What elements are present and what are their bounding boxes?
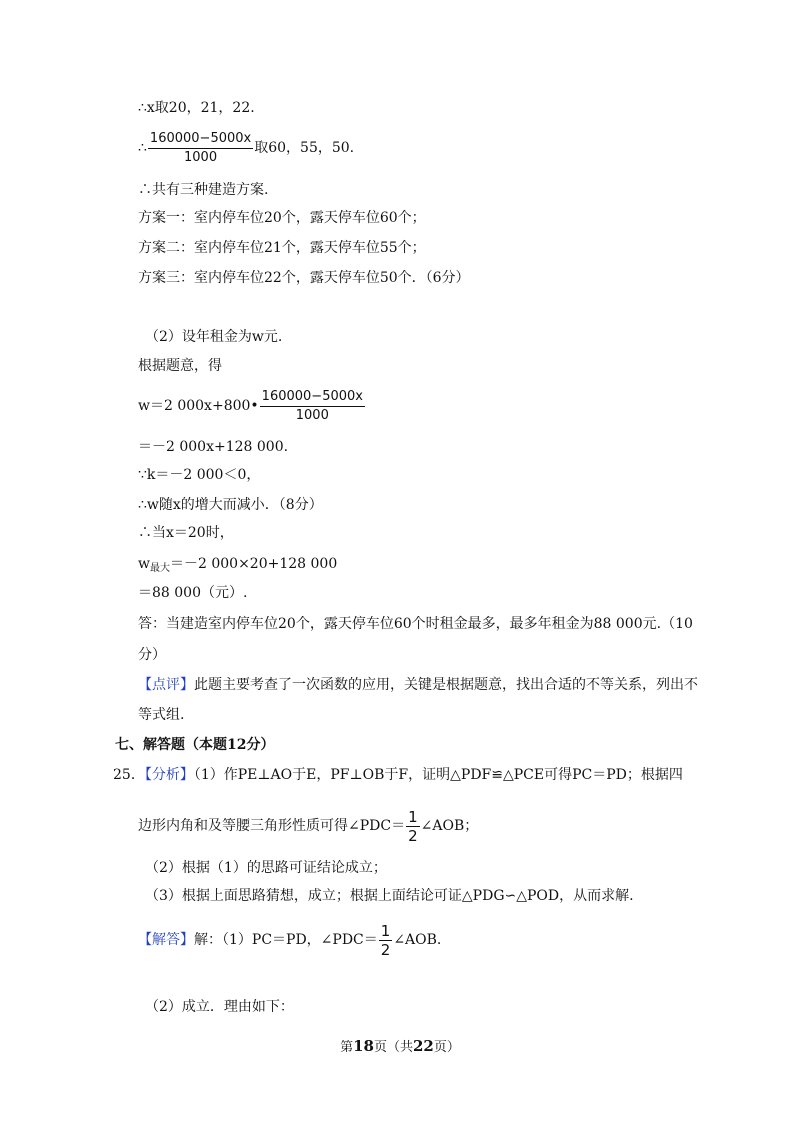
solution-tag: 【解答】: [138, 932, 194, 948]
text-line: 方案一：室内停车位20个，露天停车位60个；: [138, 210, 426, 226]
text-segment: w＝2 000x+800•: [138, 398, 259, 414]
text-segment: ＝－2 000×20+128 000: [169, 556, 338, 572]
text-line: ∵k＝－2 000＜0，: [138, 467, 261, 483]
fraction-numerator: 160000−5000x: [148, 130, 253, 149]
analysis-line: [113, 765, 683, 785]
text-line: ＝88 000（元）.: [138, 585, 248, 601]
fraction-line: [138, 128, 354, 168]
comment-tag: 【点评】: [138, 677, 194, 693]
page-footer: [0, 1036, 800, 1055]
comment-line: [138, 675, 698, 695]
footer-text: 第: [340, 1040, 354, 1055]
text-line: ∴w随x的增大而减小．（8分）: [138, 497, 323, 513]
text-segment: ∠AOB；: [420, 818, 479, 834]
text-line: 方案二：室内停车位21个，露天停车位55个；: [138, 240, 426, 256]
text-line: ∴共有三种建造方案.: [138, 182, 269, 198]
analysis-tag: 【分析】: [144, 767, 194, 783]
question-number: 25．: [113, 767, 145, 783]
text-line: 等式组.: [138, 707, 185, 723]
fraction-denominator: 2: [380, 940, 391, 959]
text-segment: 解：（1）PC＝PD，∠PDC＝: [194, 932, 378, 948]
solution-line: [138, 920, 441, 960]
text-line: （2）设年租金为w元.: [145, 329, 283, 345]
fraction-numerator: 160000−5000x: [260, 388, 365, 407]
page-total: 22: [413, 1037, 434, 1055]
fraction: [260, 388, 365, 425]
fraction-numerator: 1: [380, 921, 391, 940]
text-segment: （1）作PE⊥AO于E，PF⊥OB于F，证明△PDF≌△PCE可得PC＝PD；根据四: [193, 767, 683, 783]
fraction: [406, 808, 420, 845]
fraction-denominator: 1000: [184, 149, 218, 165]
text-line: 分）: [138, 647, 166, 663]
fraction: [148, 130, 253, 167]
text-line: ∴当x＝20时，: [138, 525, 234, 541]
fraction-numerator: 1: [408, 807, 418, 826]
footer-text: 页（共: [373, 1040, 413, 1055]
fraction-denominator: 1000: [295, 407, 329, 423]
footer-text: 页）: [433, 1040, 460, 1055]
text-line: （3）根据上面思路猜想，成立；根据上面结论可证△PDG∽△POD，从而求解.: [145, 888, 634, 904]
section-heading: 七、解答题（本题12分）: [115, 737, 275, 753]
text-segment: 取60，55，50.: [254, 140, 355, 156]
text-line: ＝－2 000x+128 000.: [138, 439, 289, 455]
text-line: 答：当建造室内停车位20个，露天停车位60个时租金最多，最多年租金为88 000元.（10: [138, 616, 693, 632]
text-segment: 此题主要考查了一次函数的应用，关键是根据题意，找出合适的不等关系，列出不: [194, 677, 698, 693]
fraction-line: [138, 386, 366, 426]
page-number: 18: [353, 1037, 374, 1055]
text-line: （2）根据（1）的思路可证结论成立；: [145, 860, 387, 876]
text-line: 根据题意，得: [138, 358, 222, 374]
text-line: ∴x取20，21，22.: [138, 100, 255, 116]
text-segment: w: [138, 556, 150, 572]
subscript: 最大: [149, 563, 170, 574]
text-line: （2）成立．理由如下：: [145, 999, 294, 1015]
fraction: [379, 922, 393, 959]
text-line: [138, 554, 337, 579]
fraction-denominator: 2: [408, 826, 418, 845]
text-line: 方案三：室内停车位22个，露天停车位50个．（6分）: [138, 270, 470, 286]
therefore-symbol: ∴: [138, 140, 147, 156]
text-segment: 边形内角和及等腰三角形性质可得∠PDC＝: [138, 818, 406, 834]
fraction-line: [138, 806, 478, 846]
text-segment: ∠AOB.: [393, 932, 442, 948]
